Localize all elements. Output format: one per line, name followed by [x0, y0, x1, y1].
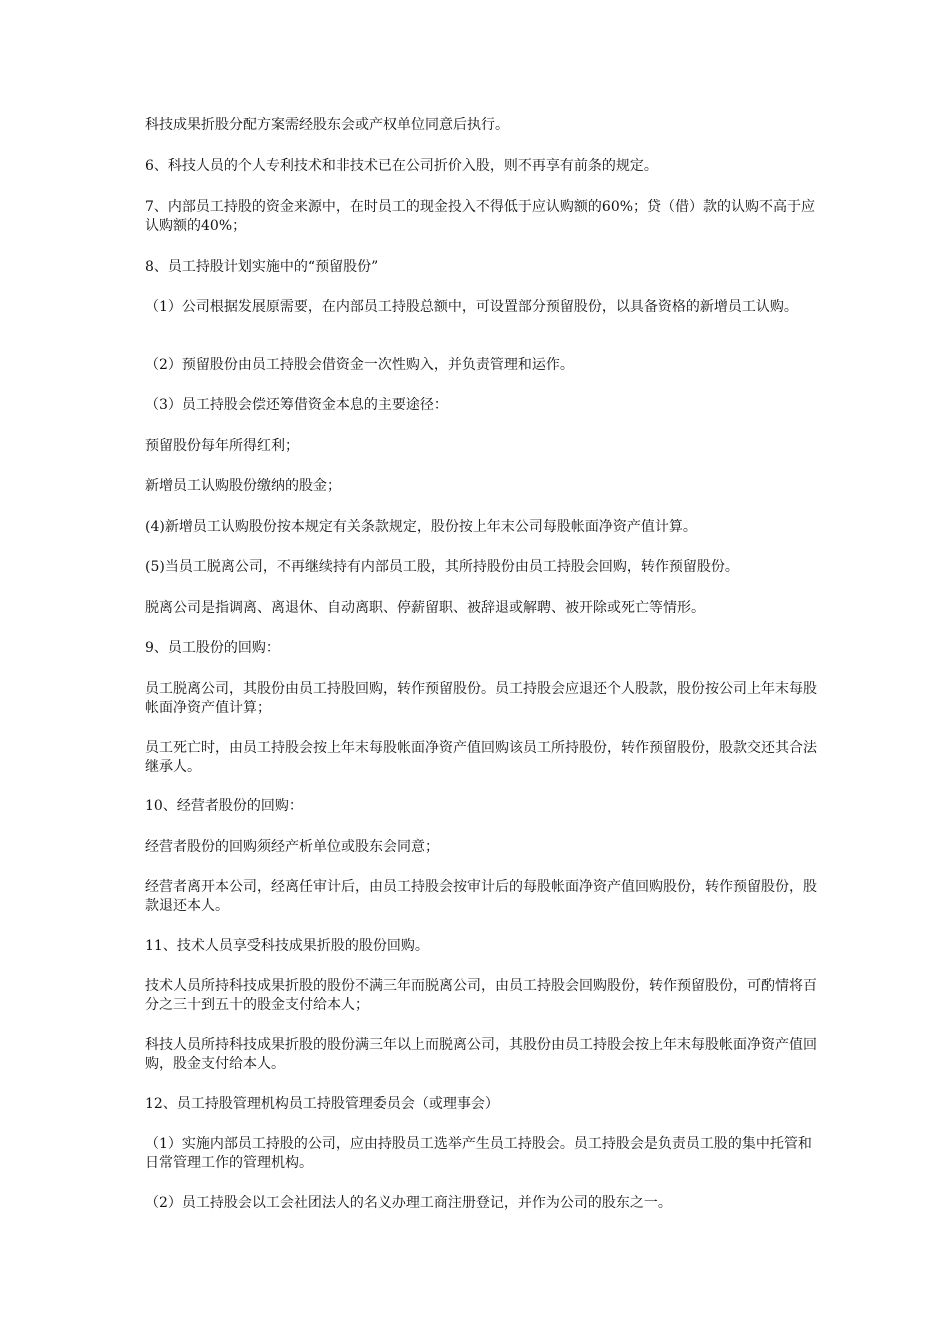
paragraph: 经营者股份的回购须经产析单位或股东会同意； — [145, 839, 439, 855]
paragraph: 10、经营者股份的回购： — [145, 798, 303, 814]
paragraph: 预留股份每年所得红利； — [145, 438, 299, 454]
paragraph: 11、技术人员享受科技成果折股的股份回购。 — [145, 938, 429, 954]
paragraph: 员工死亡时，由员工持股会按上年末每股帐面净资产值回购该员工所持股份，转作预留股份，股款交还其合法继承人。 — [145, 740, 817, 775]
paragraph: 员工脱离公司，其股份由员工持股回购，转作预留股份。员工持股会应退还个人股款，股份按公司上年末每股帐面净资产值计算； — [145, 681, 817, 716]
paragraph: 12、员工持股管理机构员工持股管理委员会（或理事会） — [145, 1096, 499, 1112]
paragraph: （2）预留股份由员工持股会借资金一次性购入，并负责管理和运作。 — [145, 357, 574, 373]
paragraph: 脱离公司是指调离、离退休、自动离职、停薪留职、被辞退或解聘、被开除或死亡等情形。 — [145, 600, 705, 616]
paragraph: 经营者离开本公司，经离任审计后，由员工持股会按审计后的每股帐面净资产值回购股份，转作预留股份，股款退还本人。 — [145, 879, 817, 914]
paragraph: 7、内部员工持股的资金来源中，在时员工的现金投入不得低于应认购额的60%；贷（借）款的认购不高于应认购额的40%； — [145, 199, 816, 234]
paragraph: (5)当员工脱离公司，不再继续持有内部员工股，其所持股份由员工持股会回购，转作预留股份。 — [145, 559, 739, 575]
paragraph: 8、员工持股计划实施中的“预留股份” — [145, 259, 379, 275]
paragraph: 科技人员所持科技成果折股的股份满三年以上而脱离公司，其股份由员工持股会按上年末每股帐面净资产值回购，股金支付给本人。 — [145, 1037, 817, 1072]
paragraph: (4)新增员工认购股份按本规定有关条款规定，股份按上年末公司每股帐面净资产值计算。 — [145, 519, 697, 535]
paragraph: 9、员工股份的回购： — [145, 640, 280, 656]
paragraph: （1）公司根据发展原需要，在内部员工持股总额中，可设置部分预留股份，以具备资格的新增员工认购。 — [145, 299, 798, 315]
paragraph: （3）员工持股会偿还筹借资金本息的主要途径： — [145, 397, 448, 413]
paragraph: 6、科技人员的个人专利技术和非技术已在公司折价入股，则不再享有前条的规定。 — [145, 158, 658, 174]
paragraph: 科技成果折股分配方案需经股东会或产权单位同意后执行。 — [145, 117, 509, 133]
paragraph: （1）实施内部员工持股的公司，应由持股员工选举产生员工持股会。员工持股会是负责员工股的集中托管和日常管理工作的管理机构。 — [145, 1136, 812, 1171]
paragraph: （2）员工持股会以工会社团法人的名义办理工商注册登记，并作为公司的股东之一。 — [145, 1195, 672, 1211]
paragraph: 新增员工认购股份缴纳的股金； — [145, 478, 341, 494]
paragraph: 技术人员所持科技成果折股的股份不满三年而脱离公司，由员工持股会回购股份，转作预留股份，可酌情将百分之三十到五十的股金支付给本人； — [145, 978, 817, 1013]
